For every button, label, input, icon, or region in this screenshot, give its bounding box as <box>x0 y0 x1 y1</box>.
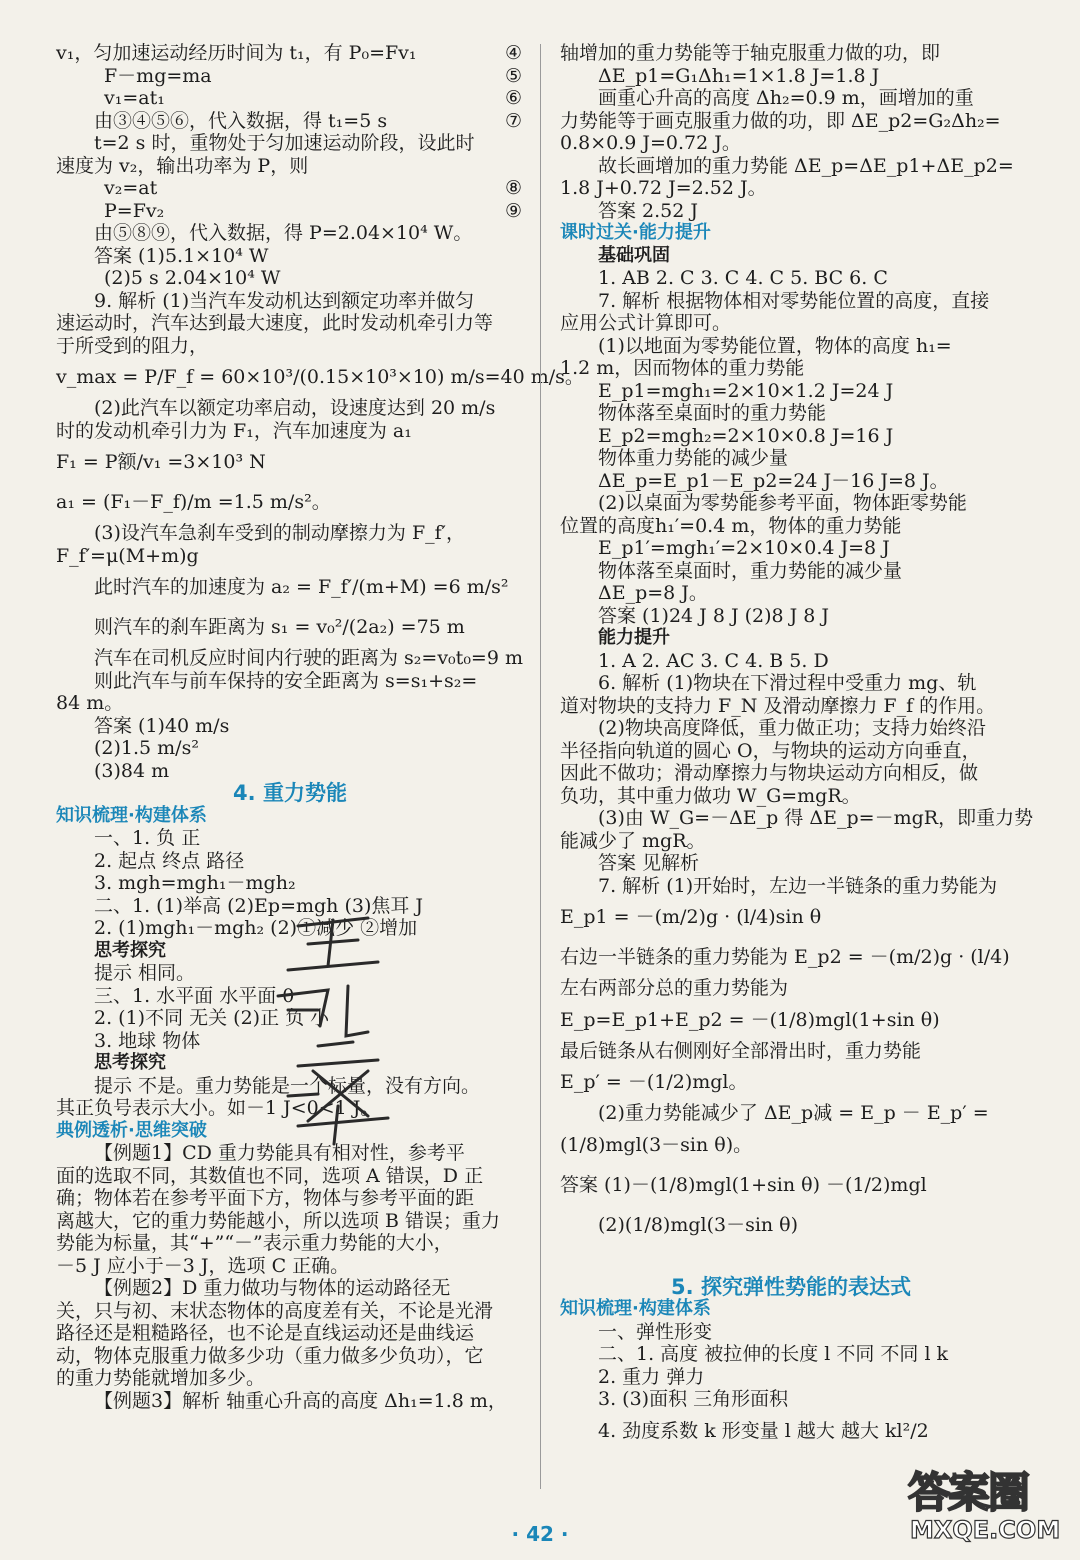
text-line <box>560 42 1022 65</box>
text-line <box>56 827 524 850</box>
equation-number: ⑤ <box>504 64 522 87</box>
line-text: 课时过关·能力提升 <box>560 222 711 243</box>
line-text: 右边一半链条的重力势能为 E_p2 = －(m/2)g · (l/4) <box>560 946 1010 968</box>
line-text: 确；物体若在参考平面下方，物体与参考平面的距 <box>56 1187 475 1209</box>
text-line <box>560 785 1022 808</box>
text-line <box>56 222 524 245</box>
line-text: 其正负号表示大小。如－1 J<0<1 J。 <box>56 1097 380 1119</box>
line-text: 知识梳理·构建体系 <box>56 804 207 826</box>
line-text: 2. (1)不同 无关 (2)正 负 小 <box>94 1007 330 1029</box>
text-line <box>56 267 524 290</box>
text-line <box>560 740 1022 763</box>
text-line <box>560 447 1022 470</box>
line-text: (2)以桌面为零势能参考平面，物体距零势能 <box>598 492 967 514</box>
text-line <box>56 290 524 313</box>
text-line <box>56 872 524 895</box>
line-text: 离越大，它的重力势能越小，所以选项 B 错误；重力 <box>56 1209 501 1232</box>
text-line <box>56 65 524 88</box>
right-column <box>560 42 1034 1451</box>
line-text: 由⑤⑧⑨，代入数据，得 P=2.04×10⁴ W。 <box>94 222 473 244</box>
line-text: 7. 解析 (1)开始时，左边一半链条的重力势能为 <box>598 874 998 897</box>
line-text: 3. mgh=mgh₁－mgh₂ <box>94 872 296 894</box>
text-line <box>560 852 1022 875</box>
line-text: 关，只与初、末状态物体的高度差有关，不论是光滑 <box>56 1299 494 1322</box>
text-line <box>56 1187 524 1210</box>
text-line <box>56 985 524 1008</box>
text-line <box>56 782 524 805</box>
text-line <box>560 1245 1022 1276</box>
line-text: 答案 2.52 J <box>598 199 699 222</box>
text-line <box>560 977 1022 1000</box>
text-line <box>56 357 584 397</box>
text-line <box>56 940 524 963</box>
line-text: 知识梳理·构建体系 <box>560 1298 711 1319</box>
text-line <box>56 1367 524 1390</box>
line-text: 故长画增加的重力势能 ΔE_p=ΔE_p1+ΔE_p2= <box>598 154 1014 177</box>
text-line <box>56 1345 524 1368</box>
line-text: (2)1.5 m/s² <box>94 737 199 759</box>
text-line <box>56 692 524 715</box>
line-text: 一、1. 负 正 <box>94 827 201 849</box>
text-line <box>56 805 524 828</box>
line-text: 因此不做功；滑动摩擦力与物块运动方向相反，做 <box>560 762 979 784</box>
line-text: 基础巩固 <box>598 244 670 266</box>
line-text: 半径指向轨道的圆心 O，与物块的运动方向垂直， <box>560 739 981 762</box>
line-text: v₁=at₁ <box>104 87 165 109</box>
text-line <box>560 650 1022 673</box>
text-line <box>560 312 1022 335</box>
watermark-url: MXQE.COM <box>910 1516 1061 1544</box>
line-text: 【例题2】D 重力做功与物体的运动路径无 <box>94 1277 451 1299</box>
line-text: E_p1=mgh₁=2×10×1.2 J=24 J <box>598 379 894 402</box>
text-line <box>56 545 524 568</box>
line-text: 左右两部分总的重力势能为 <box>560 977 789 999</box>
line-text: 画重心升高的高度 Δh₂=0.9 m，画增加的重 <box>598 87 974 109</box>
text-line <box>56 670 524 693</box>
line-text: 轴增加的重力势能等于轴克服重力做的功，即 <box>560 42 941 64</box>
text-line <box>56 442 524 482</box>
equation-number: ⑧ <box>504 177 522 199</box>
text-line <box>560 267 1022 290</box>
text-line <box>56 917 524 940</box>
text-line <box>56 155 524 178</box>
line-text: (1/8)mgl(3－sin θ)。 <box>560 1133 753 1156</box>
line-text: 能力提升 <box>598 627 670 648</box>
line-text: 答案 (1)－(1/8)mgl(1+sin θ) －(1/2)mgl <box>560 1173 927 1196</box>
line-text: 6. 解析 (1)物块在下滑过程中受重力 mg、轨 <box>598 672 977 694</box>
line-text: 答案 (1)24 J 8 J (2)8 J 8 J <box>598 604 830 627</box>
text-line <box>560 492 1022 515</box>
line-text: 一、弹性形变 <box>598 1320 713 1343</box>
text-line <box>56 962 524 985</box>
text-line <box>56 1277 524 1300</box>
line-text: 物体重力势能的减少量 <box>598 447 789 469</box>
line-text: 势能为标量，其“+”“－”表示重力势能的大小， <box>56 1232 453 1254</box>
text-line <box>560 1165 1022 1205</box>
text-line <box>560 380 1022 403</box>
text-line <box>560 875 1022 898</box>
line-text: E_p2=mgh₂=2×10×0.8 J=16 J <box>598 424 894 447</box>
line-text: 答案 见解析 <box>598 852 700 874</box>
text-line <box>560 672 1022 695</box>
line-text: 路径还是粗糙路径，也不论是直线运动还是曲线运 <box>56 1322 475 1344</box>
text-line <box>56 1210 524 1233</box>
line-text: 物体落至桌面时的重力势能 <box>598 402 827 424</box>
text-line <box>560 1411 1022 1451</box>
text-line <box>56 335 524 358</box>
text-line <box>560 762 1022 785</box>
text-line <box>560 87 1022 110</box>
text-line <box>56 420 524 443</box>
line-text: 动，物体克服重力做多少功（重力做多少负功），它 <box>56 1344 484 1367</box>
line-text: 道对物块的支持力 F_N 及滑动摩擦力 F_f 的作用。 <box>560 694 996 717</box>
text-line <box>56 42 524 65</box>
text-line <box>560 515 1022 538</box>
line-text: 1. A 2. AC 3. C 4. B 5. D <box>598 649 829 672</box>
line-text: 5. 探究弹性势能的表达式 <box>671 1274 911 1299</box>
text-line <box>560 200 1022 223</box>
line-text: 应用公式计算即可。 <box>560 312 732 334</box>
text-line <box>560 695 1022 718</box>
text-line <box>560 1388 1022 1411</box>
line-text: 由③④⑤⑥，代入数据，得 t₁=5 s <box>94 109 388 132</box>
line-text: 2. 起点 终点 路径 <box>94 849 245 872</box>
line-text: 0.8×0.9 J=0.72 J。 <box>560 132 741 154</box>
text-line <box>56 482 524 522</box>
text-line <box>56 1390 524 1413</box>
text-line <box>56 737 524 760</box>
text-line <box>560 1102 1022 1125</box>
line-text: 思考探究 <box>94 939 166 961</box>
text-line <box>560 425 1022 448</box>
text-line <box>560 402 1022 425</box>
line-text: (2)物块高度降低，重力做正功；支持力始终沿 <box>598 717 986 739</box>
text-line <box>560 1062 1022 1102</box>
line-text: t=2 s 时，重物处于匀加速运动阶段，设此时 <box>94 132 475 154</box>
text-line <box>56 850 524 873</box>
line-text: 位置的高度h₁′=0.4 m，物体的重力势能 <box>560 514 902 537</box>
text-line <box>56 760 524 783</box>
line-text: ΔE_p=8 J。 <box>598 582 708 604</box>
watermark-logo: 答案圈 <box>908 1468 1029 1517</box>
line-text: E_p=E_p1+E_p2 = －(1/8)mgl(1+sin θ) <box>560 1008 940 1031</box>
line-text: 2. (1)mgh₁－mgh₂ (2)①减少 ②增加 <box>94 917 418 939</box>
text-line <box>56 647 524 670</box>
line-text: F－mg=ma <box>104 64 212 87</box>
text-line <box>560 897 1022 937</box>
text-line <box>560 937 1022 977</box>
line-text: 【例题1】CD 重力势能具有相对性，参考平 <box>94 1142 465 1164</box>
line-text: 提示 不是。重力势能是一个标量，没有方向。 <box>94 1074 481 1097</box>
text-line <box>56 177 524 200</box>
line-text: E_p1′=mgh₁′=2×10×0.4 J=8 J <box>598 537 890 559</box>
line-text: 最后链条从右侧刚好全部滑出时，重力势能 <box>560 1039 922 1062</box>
line-text: a₁ = (F₁－F_f)/m =1.5 m/s²。 <box>56 491 331 513</box>
text-line <box>56 1052 524 1075</box>
line-text: (3)84 m <box>94 759 170 782</box>
text-line <box>56 522 524 545</box>
text-line <box>560 245 1022 268</box>
line-text: 提示 相同。 <box>94 962 196 984</box>
line-text: 【例题3】解析 轴重心升高的高度 Δh₁=1.8 m， <box>94 1389 507 1412</box>
text-line <box>56 87 524 110</box>
line-text: 3. 地球 物体 <box>94 1029 201 1052</box>
text-line <box>560 290 1022 313</box>
text-line <box>56 1075 524 1098</box>
line-text: v₁，匀加速运动经历时间为 t₁，有 P₀=Fv₁ <box>56 42 417 64</box>
line-text: (2)(1/8)mgl(3－sin θ) <box>598 1213 799 1236</box>
equation-number: ⑦ <box>504 109 522 132</box>
text-line <box>560 335 1022 358</box>
equation-number: ④ <box>504 42 522 64</box>
page-number: · 42 · <box>511 1522 569 1546</box>
line-text: 速运动时，汽车达到最大速度，此时发动机牵引力等 <box>56 312 494 334</box>
text-line <box>560 1343 1022 1366</box>
line-text: 此时汽车的加速度为 a₂ = F_f′/(m+M) =6 m/s² <box>94 576 509 598</box>
text-line <box>560 627 1022 650</box>
text-line <box>560 132 1022 155</box>
line-text: 答案 (1)40 m/s <box>94 714 230 737</box>
text-line <box>56 1097 524 1120</box>
text-line <box>56 1232 524 1255</box>
line-text: 答案 (1)5.1×10⁴ W <box>94 244 269 267</box>
line-text: F_f′=μ(M+m)g <box>56 544 199 567</box>
left-column <box>56 42 584 1412</box>
line-text: 84 m。 <box>56 692 124 714</box>
text-line <box>560 1366 1022 1389</box>
text-line <box>560 222 1022 245</box>
text-line <box>56 1322 524 1345</box>
line-text: 2. 重力 弹力 <box>598 1365 705 1388</box>
text-line <box>560 1000 1022 1040</box>
line-text: 汽车在司机反应时间内行驶的距离为 s₂=v₀t₀=9 m <box>94 647 523 669</box>
text-line <box>56 200 524 223</box>
column-divider <box>540 44 541 1489</box>
equation-number: ⑨ <box>504 199 522 222</box>
line-text: 物体落至桌面时，重力势能的减少量 <box>598 559 903 582</box>
line-text: 9. 解析 (1)当汽车发动机达到额定功率并做匀 <box>94 289 475 312</box>
text-line <box>560 470 1022 493</box>
text-line <box>56 245 524 268</box>
text-line <box>56 312 524 335</box>
text-line <box>56 567 524 607</box>
text-line <box>560 830 1022 853</box>
line-text: 则汽车的刹车距离为 s₁ = v₀²/(2a₂) =75 m <box>94 616 465 638</box>
line-text: (3)由 W_G=－ΔE_p 得 ΔE_p=－mgR，即重力势 <box>598 807 1034 829</box>
line-text: ΔE_p1=G₁Δh₁=1×1.8 J=1.8 J <box>598 64 880 87</box>
line-text: ΔE_p=E_p1－E_p2=24 J－16 J=8 J。 <box>598 469 949 492</box>
text-line <box>56 895 524 918</box>
line-text: 二、1. 高度 被拉伸的长度 l 不同 不同 l k <box>598 1343 949 1365</box>
text-line <box>560 560 1022 583</box>
line-text: E_p1 = －(m/2)g · (l/4)sin θ <box>560 906 822 928</box>
line-text: 于所受到的阻力， <box>56 334 209 357</box>
line-text: (2)重力势能减少了 ΔE_p减 = E_p － E_p′ = <box>598 1102 989 1124</box>
line-text: v₂=at <box>104 177 158 199</box>
equation-number: ⑥ <box>504 87 522 109</box>
line-text: (2)此汽车以额定功率启动，设速度达到 20 m/s <box>94 397 496 419</box>
line-text: 则此汽车与前车保持的安全距离为 s=s₁+s₂= <box>94 669 478 692</box>
text-line <box>56 1165 524 1188</box>
line-text: 1.2 m，因而物体的重力势能 <box>560 357 805 379</box>
text-line <box>56 1255 524 1278</box>
text-line <box>56 397 524 420</box>
line-text: 7. 解析 根据物体相对零势能位置的高度，直接 <box>598 289 990 312</box>
line-text: 1. AB 2. C 3. C 4. C 5. BC 6. C <box>598 267 888 289</box>
line-text: 三、1. 水平面 水平面 0 <box>94 984 295 1007</box>
line-text: v_max = P/F_f = 60×10³/(0.15×10³×10) m/s=40 m/s。 <box>56 366 584 388</box>
text-line <box>56 1030 524 1053</box>
text-line <box>56 1142 524 1165</box>
text-line <box>56 715 524 738</box>
text-line <box>560 1298 1022 1321</box>
text-line <box>560 357 1022 380</box>
text-line <box>560 1276 1022 1299</box>
text-line <box>560 1205 1022 1245</box>
text-line <box>56 1300 524 1323</box>
line-text: F₁ = P额/v₁ =3×10³ N <box>56 451 266 473</box>
line-text: 力势能等于画克服重力做的功，即 ΔE_p2=G₂Δh₂= <box>560 109 1001 132</box>
line-text: P=Fv₂ <box>104 199 165 222</box>
text-line <box>56 110 524 133</box>
text-line <box>56 132 524 155</box>
text-line <box>560 605 1022 628</box>
line-text: 负功，其中重力做功 W_G=mgR。 <box>560 784 861 807</box>
text-line <box>560 537 1022 560</box>
text-line <box>560 582 1022 605</box>
line-text: 能减少了 mgR。 <box>560 829 706 852</box>
line-text: 时的发动机牵引力为 F₁，汽车加速度为 a₁ <box>56 419 412 442</box>
line-text: E_p′ = －(1/2)mgl。 <box>560 1071 748 1093</box>
line-text: 典例透析·思维突破 <box>56 1119 207 1141</box>
text-line <box>560 1125 1022 1165</box>
line-text: 的重力势能就增加多少。 <box>56 1367 266 1389</box>
text-line <box>56 1007 524 1030</box>
text-line <box>560 717 1022 740</box>
line-text: 面的选取不同，其数值也不同，选项 A 错误，D 正 <box>56 1164 484 1187</box>
text-line <box>56 1120 524 1143</box>
text-line <box>560 807 1034 830</box>
text-line <box>560 1321 1022 1344</box>
line-text: 3. (3)面积 三角形面积 <box>598 1388 789 1410</box>
text-line <box>560 155 1022 178</box>
line-text: 1.8 J+0.72 J=2.52 J。 <box>560 177 767 199</box>
text-line <box>560 65 1022 88</box>
line-text: 速度为 v₂，输出功率为 P，则 <box>56 154 309 177</box>
line-text: 思考探究 <box>94 1052 166 1073</box>
line-text: 二、1. (1)举高 (2)Ep=mgh (3)焦耳 J <box>94 894 424 917</box>
line-text: －5 J 应小于－3 J，选项 C 正确。 <box>56 1254 350 1277</box>
line-text: 4. 劲度系数 k 形变量 l 越大 越大 kl²/2 <box>598 1419 929 1442</box>
line-text: (2)5 s 2.04×10⁴ W <box>104 267 281 289</box>
line-text: 4. 重力势能 <box>233 781 347 805</box>
line-text: (1)以地面为零势能位置，物体的高度 h₁= <box>598 334 952 357</box>
text-line <box>560 1040 1022 1063</box>
text-line <box>560 110 1022 133</box>
line-text: (3)设汽车急刹车受到的制动摩擦力为 F_f′， <box>94 522 465 544</box>
text-line <box>560 177 1022 200</box>
text-line <box>56 607 524 647</box>
